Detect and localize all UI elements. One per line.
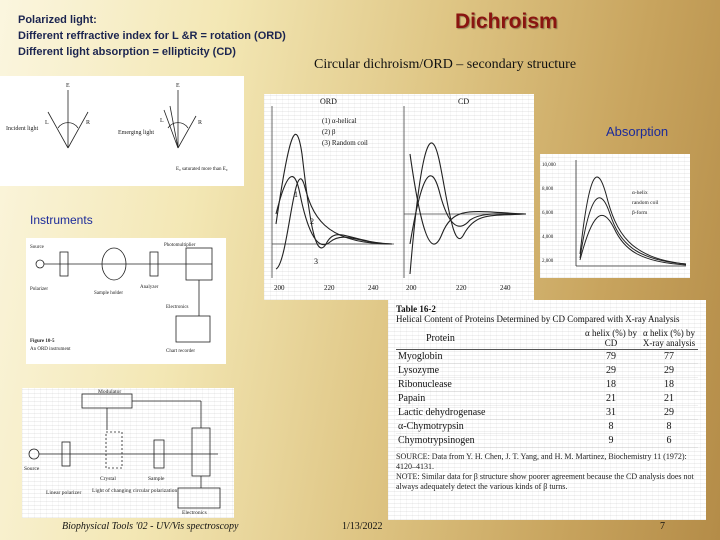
x-tick-2: 220	[324, 284, 335, 292]
r-label-left: R	[86, 120, 91, 126]
cd-instrument-figure	[22, 388, 234, 518]
emerging-light-label: Emerging light	[118, 130, 155, 136]
row-protein: Lactic dehydrogenase	[396, 406, 582, 420]
inst-top-electronics: Electronics	[166, 305, 189, 310]
row-xray: 18	[640, 378, 698, 392]
polarization-caption: E₀ saturated more than E₀	[176, 167, 228, 172]
row-xray: 6	[640, 434, 698, 448]
inst-top-source: Source	[30, 245, 44, 250]
incident-light-label: Incident light	[6, 126, 39, 132]
inst-top-caption-title: Figure 10-5	[30, 339, 55, 344]
e-label-right: E	[176, 83, 180, 89]
intro-text	[18, 12, 286, 60]
footer-course: Biophysical Tools '02 - UV/Vis spectroscopy	[62, 521, 239, 532]
abs-y-tick-1: 10,000	[542, 163, 556, 168]
table-header-row	[396, 327, 698, 350]
row-xray: 29	[640, 364, 698, 378]
table-source: SOURCE: Data from Y. H. Chen, J. T. Yang, and H. M. Martinez, Biochemistry 11 (1972): 4120–4131.	[396, 452, 687, 471]
inst-bottom-crystal: Crystal	[100, 476, 116, 482]
row-protein: Ribonuclease	[396, 378, 582, 392]
table-row	[396, 350, 698, 364]
ord-label: ORD	[320, 97, 337, 106]
inst-bottom-modulator: Modulator	[98, 389, 122, 395]
slide-title: Dichroism	[455, 10, 558, 33]
footer-page-number: 7	[660, 521, 665, 532]
x-tick-6: 240	[500, 284, 511, 292]
x-tick-1: 200	[274, 284, 285, 292]
x-tick-4: 200	[406, 284, 417, 292]
absorption-label: Absorption	[606, 124, 669, 139]
inst-top-caption-text: An ORD instrument	[30, 347, 71, 352]
footer-date: 1/13/2022	[342, 521, 383, 532]
absorption-figure	[540, 154, 690, 278]
row-cd: 79	[582, 350, 640, 364]
slide-subtitle: Circular dichroism/ORD – secondary structure	[314, 57, 577, 72]
legend-random: (3) Random coil	[322, 139, 368, 147]
table-row	[396, 406, 698, 420]
intro-line-3: Different light absorption = ellipticity (CD)	[18, 46, 236, 58]
curve-label-2: 2	[310, 217, 314, 226]
abs-legend-random: random coil	[632, 200, 659, 206]
x-tick-3: 240	[368, 284, 379, 292]
legend-beta: (2) β	[322, 128, 336, 136]
abs-legend-alpha: α-helix	[632, 190, 648, 196]
inst-top-polarizer: Polarizer	[30, 287, 49, 292]
table-row	[396, 364, 698, 378]
intro-line-1: Polarized light:	[18, 14, 97, 26]
abs-legend-beta: β-form	[632, 210, 648, 216]
helix-table-panel	[388, 300, 706, 520]
x-tick-5: 220	[456, 284, 467, 292]
inst-top-photomultiplier: Photomultiplier	[164, 243, 196, 248]
abs-y-tick-5: 2,000	[542, 259, 554, 264]
abs-y-tick-4: 4,000	[542, 235, 554, 240]
table-row	[396, 420, 698, 434]
e-label-left: E	[66, 83, 70, 89]
row-xray: 8	[640, 420, 698, 434]
cd-label: CD	[458, 97, 470, 106]
row-cd: 29	[582, 364, 640, 378]
inst-top-analyzer: Analyzer	[140, 285, 159, 290]
ord-instrument-figure	[26, 238, 226, 364]
col-xray: α helix (%) by X-ray analysis	[640, 327, 698, 350]
row-protein: Papain	[396, 392, 582, 406]
inst-bottom-circular-polarization: Light of changing circular polarization	[92, 488, 178, 494]
inst-bottom-source: Source	[24, 466, 40, 472]
l-label-left: L	[45, 120, 49, 126]
inst-bottom-sample: Sample	[148, 476, 165, 482]
table-note: NOTE: Similar data for β structure show poorer agreement because the CD analysis does not always adequately detect the various kinds of β turns.	[396, 472, 694, 491]
polarization-figure	[0, 76, 244, 186]
inst-top-sample-holder: Sample holder	[94, 291, 124, 296]
row-protein: Chymotrypsinogen	[396, 434, 582, 448]
row-xray: 29	[640, 406, 698, 420]
row-xray: 21	[640, 392, 698, 406]
abs-y-tick-2: 8,000	[542, 187, 554, 192]
row-xray: 77	[640, 350, 698, 364]
l-label-right: L	[160, 118, 164, 124]
inst-bottom-linear-polarizer: Linear polarizer	[46, 490, 82, 496]
helix-table	[396, 327, 698, 448]
row-protein: Myoglobin	[396, 350, 582, 364]
abs-y-tick-3: 6,000	[542, 211, 554, 216]
row-cd: 31	[582, 406, 640, 420]
curve-label-1: 1	[294, 190, 298, 199]
r-label-right: R	[198, 120, 203, 126]
col-cd: α helix (%) by CD	[582, 327, 640, 350]
intro-line-2: Different reffractive index for L &R = rotation (ORD)	[18, 30, 286, 42]
inst-top-chart-recorder: Chart recorder	[166, 349, 196, 354]
row-cd: 21	[582, 392, 640, 406]
inst-bottom-electronics: Electronics	[182, 510, 207, 516]
row-cd: 18	[582, 378, 640, 392]
table-caption: Helical Content of Proteins Determined by CD Compared with X-ray Analysis	[396, 314, 680, 324]
table-row	[396, 392, 698, 406]
table-row	[396, 378, 698, 392]
row-cd: 8	[582, 420, 640, 434]
instruments-label: Instruments	[30, 213, 93, 227]
table-title: Table 16-2	[396, 304, 436, 314]
table-row	[396, 434, 698, 448]
row-protein: α-Chymotrypsin	[396, 420, 582, 434]
row-protein: Lysozyme	[396, 364, 582, 378]
curve-label-3: 3	[314, 257, 318, 266]
row-cd: 9	[582, 434, 640, 448]
ord-cd-figure	[264, 94, 534, 300]
col-protein: Protein	[396, 327, 582, 350]
legend-alpha: (1) α-helical	[322, 117, 357, 125]
